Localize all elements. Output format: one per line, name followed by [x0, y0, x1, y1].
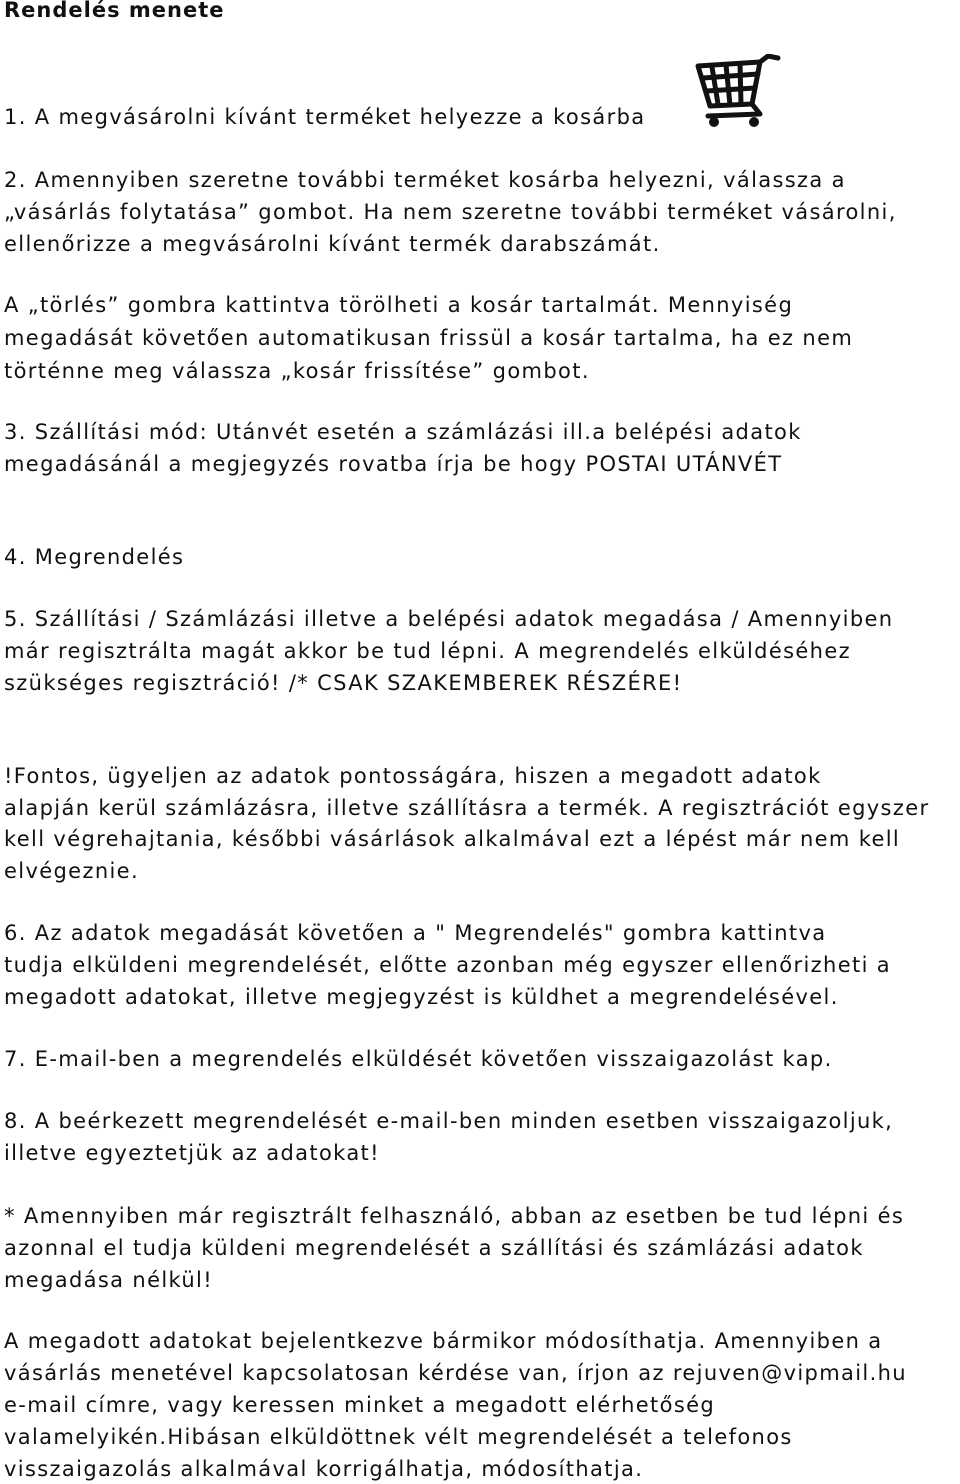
text-line: 5. Szállítási / Számlázási illetve a belépési adatok megadása / Amennyiben — [4, 607, 894, 631]
text-line: szükséges regisztráció! /* CSAK SZAKEMBEREK RÉSZÉRE! — [4, 671, 683, 695]
text-line: kell végrehajtania, későbbi vásárlások alkalmával ezt a lépést már nem kell — [4, 827, 901, 851]
text-line: 2. Amennyiben szeretne további terméket kosárba helyezni, válassza a — [4, 168, 846, 192]
text-line: elvégeznie. — [4, 859, 139, 883]
text-line: 3. Szállítási mód: Utánvét esetén a számlázási ill.a belépési adatok — [4, 420, 802, 444]
text-line: 7. E-mail-ben a megrendelés elküldését követően visszaigazolást kap. — [4, 1047, 833, 1071]
text-line: tudja elküldeni megrendelését, előtte azonban még egyszer ellenőrizheti a — [4, 953, 891, 977]
text-line: vásárlás menetével kapcsolatosan kérdése van, írjon az rejuven@vipmail.hu — [4, 1361, 907, 1385]
text-line: A „törlés” gombra kattintva törölheti a kosár tartalmát. Mennyiség — [4, 293, 794, 317]
text-line: „vásárlás folytatása” gombot. Ha nem szeretne további terméket vásárolni, — [4, 200, 897, 224]
text-line: megadásánál a megjegyzés rovatba írja be hogy POSTAI UTÁNVÉT — [4, 452, 783, 476]
text-line: visszaigazolás alkalmával korrigálhatja, módosíthatja. — [4, 1457, 644, 1481]
text-line: e-mail címre, vagy keressen minket a megadott elérhetőség — [4, 1393, 716, 1417]
text-line: illetve egyeztetjük az adatokat! — [4, 1141, 380, 1165]
shopping-cart-icon — [688, 54, 784, 130]
text-line: azonnal el tudja küldeni megrendelését a szállítási és számlázási adatok — [4, 1236, 864, 1260]
text-line: 8. A beérkezett megrendelését e-mail-ben minden esetben visszaigazoljuk, — [4, 1109, 894, 1133]
text-line: történne meg válassza „kosár frissítése” gombot. — [4, 359, 590, 383]
page-title: Rendelés menete — [4, 0, 225, 22]
text-line: valamelyikén.Hibásan elküldöttnek vélt megrendelését a telefonos — [4, 1425, 793, 1449]
text-line: 4. Megrendelés — [4, 545, 185, 569]
text-line: ellenőrizze a megvásárolni kívánt termék darabszámát. — [4, 232, 661, 256]
text-line: megadott adatokat, illetve megjegyzést is küldhet a megrendelésével. — [4, 985, 839, 1009]
text-line: !Fontos, ügyeljen az adatok pontosságára, hiszen a megadott adatok — [4, 764, 822, 788]
text-line: A megadott adatokat bejelentkezve bármikor módosíthatja. Amennyiben a — [4, 1329, 883, 1353]
text-line: * Amennyiben már regisztrált felhasználó, abban az esetben be tud lépni és — [4, 1204, 905, 1228]
text-line: 6. Az adatok megadását követően a " Megrendelés" gombra kattintva — [4, 921, 827, 945]
text-line: megadását követően automatikusan frissül a kosár tartalma, ha ez nem — [4, 326, 854, 350]
text-line: 1. A megvásárolni kívánt terméket helyezze a kosárba — [4, 105, 646, 129]
text-line: már regisztrálta magát akkor be tud lépni. A megrendelés elküldéséhez — [4, 639, 851, 663]
text-line: megadása nélkül! — [4, 1268, 214, 1292]
text-line: alapján kerül számlázásra, illetve szállításra a termék. A regisztrációt egyszer — [4, 796, 930, 820]
